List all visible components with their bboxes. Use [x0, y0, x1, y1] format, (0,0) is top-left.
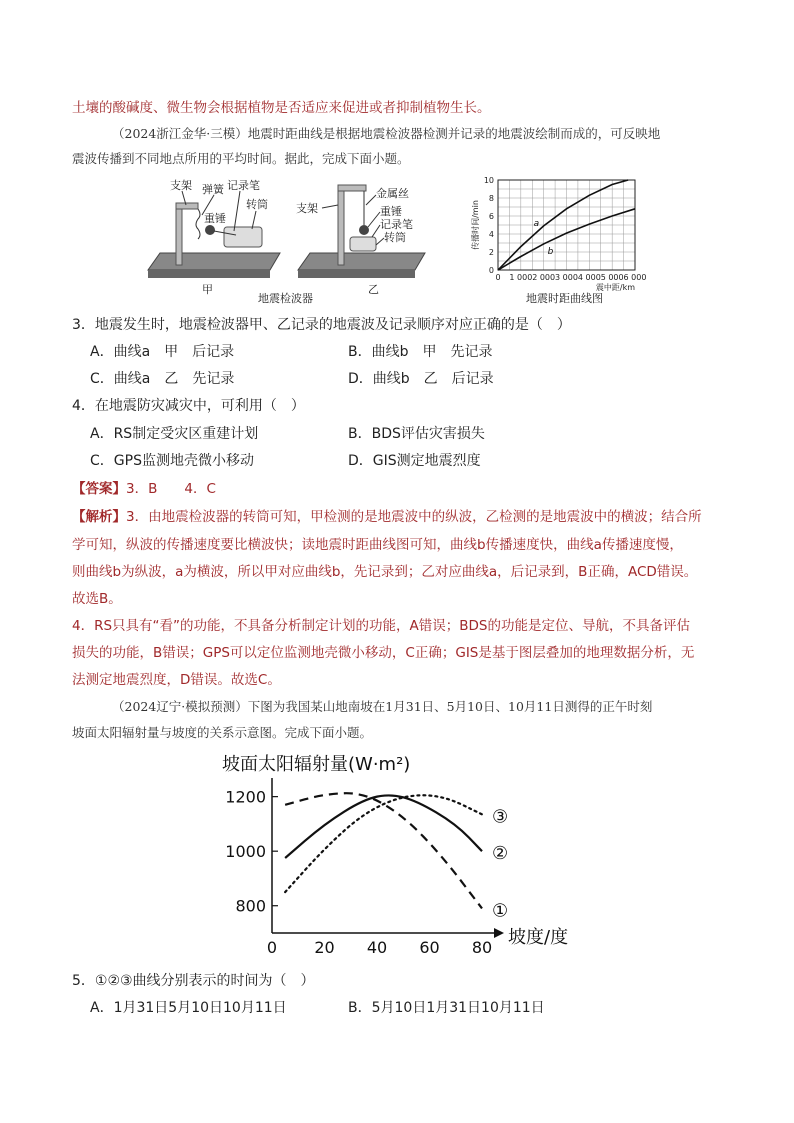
q4-option-a[interactable]: A．RS制定受灾区重建计划: [90, 426, 259, 442]
chart-title: 坡面太阳辐射量(W·m²): [222, 754, 411, 775]
label-tanhuang: 弹簧: [202, 183, 224, 196]
analysis-text-6: 损失的功能，B错误；GPS可以定位监测地壳微小移动，C正确；GIS是基于图层叠加的地理数据分析，无: [72, 645, 695, 661]
q5-option-b[interactable]: B．5月10日1月31日10月11日: [348, 1000, 545, 1016]
answer-line: [72, 480, 216, 498]
x-tick-label: 1 000: [509, 273, 533, 282]
x-tick-label: 6 000: [623, 273, 647, 282]
analysis-text-7: 法测定地震烈度，D错误。故选C。: [72, 672, 281, 688]
x-tick-label: 20: [314, 938, 335, 957]
intro2-line2: 坡面太阳辐射量与坡度的关系示意图。完成下面小题。: [72, 725, 373, 740]
x-axis-label: 坡度/度: [508, 927, 569, 948]
curve-label-3: ③: [492, 806, 509, 828]
label-jilubi2: 记录笔: [380, 218, 413, 231]
analysis-text-5: 4．RS只具有“看”的功能，不具备分析制定计划的功能，A错误；BDS的功能是定位、导航，不具备评估: [72, 618, 690, 634]
q4-stem: 4．在地震防灾减灾中，可利用（ ）: [72, 398, 305, 414]
q3-option-b[interactable]: B．曲线b 甲 先记录: [348, 344, 493, 360]
q3-option-c[interactable]: C．曲线a 乙 先记录: [90, 371, 235, 387]
x-tick-label: 60: [419, 938, 440, 957]
analysis-text-4: 故选B。: [72, 591, 122, 607]
radiation-slope-chart: [222, 748, 582, 963]
y-tick-label: 0: [488, 266, 494, 275]
x-tick-label: 4 000: [577, 273, 601, 282]
intro1-line2: 震波传播到不同地点所用的平均时间。据此，完成下面小题。: [72, 151, 410, 166]
label-yi: 乙: [368, 283, 379, 296]
x-tick-label: 40: [366, 938, 388, 957]
analysis-text-3: 则曲线b为纵波，a为横波，所以甲对应曲线b，先记录到；乙对应曲线a，后记录到，B正确，ACD错误。: [72, 564, 698, 580]
curve-label-a: a: [533, 218, 540, 229]
q5-stem: 5．①②③曲线分别表示的时间为（ ）: [72, 973, 315, 989]
x-tick-label: 2 000: [532, 273, 556, 282]
x-tick-label: 0: [266, 938, 278, 957]
q3-option-a[interactable]: A．曲线a 甲 后记录: [90, 344, 235, 360]
intro2-line1: （2024辽宁·模拟预测）下图为我国某山地南坡在1月31日、5月10日、10月11日测得的正午时刻: [112, 699, 653, 714]
y-tick-label: 1200: [225, 787, 266, 807]
curve-1: [285, 793, 482, 908]
answer-text: 3．B 4．C: [126, 481, 216, 497]
label-zhongchui2: 重锤: [380, 205, 402, 218]
curve-label-1: ①: [492, 900, 509, 922]
y-tick-label: 2: [488, 248, 494, 257]
curve-label-b: b: [547, 246, 554, 257]
x-tick-label: 0: [495, 273, 501, 282]
analysis-text-1: 3．由地震检波器的转筒可知，甲检测的是地震波中的纵波，乙检测的是地震波中的横波；结合所: [126, 509, 702, 525]
label-zhijia1: 支架: [170, 179, 192, 192]
y-tick-label: 800: [235, 896, 266, 916]
q3-stem: 3．地震发生时，地震检波器甲、乙记录的地震波及记录顺序对应正确的是（ ）: [72, 317, 571, 333]
x-tick-label: 3 000: [555, 273, 578, 282]
label-zhuantong2: 转筒: [384, 231, 406, 244]
q4-option-c[interactable]: C．GPS监测地壳微小移动: [90, 453, 254, 469]
y-tick-label: 4: [488, 230, 494, 239]
seismograph-figure: [140, 175, 450, 305]
y-tick-label: 1000: [225, 842, 266, 862]
label-zhongchui1: 重锤: [204, 212, 226, 225]
q4-option-d[interactable]: D．GIS测定地震烈度: [348, 453, 481, 469]
q5-option-a[interactable]: A．1月31日5月10日10月11日: [90, 1000, 287, 1016]
curve-3: [285, 795, 482, 892]
x-axis-arrow: [494, 928, 504, 938]
label-zhuantong1: 转筒: [246, 198, 268, 211]
y-axis-label: 传播时间/min: [471, 200, 480, 250]
q3-option-d[interactable]: D．曲线b 乙 后记录: [348, 371, 494, 387]
analysis-line1: [72, 508, 702, 526]
label-jilubi1: 记录笔: [227, 179, 260, 192]
label-jia: 甲: [202, 283, 213, 296]
q4-option-b[interactable]: B．BDS评估灾害损失: [348, 426, 485, 442]
intro1-line1: （2024浙江金华·三模）地震时距曲线是根据地震检波器检测并记录的地震波绘制而成的，可反映地: [112, 126, 661, 141]
label-zhijia2: 支架: [296, 202, 318, 215]
label-jinshusi: 金属丝: [376, 187, 409, 200]
caption-time-distance: 地震时距曲线图: [526, 292, 603, 305]
x-tick-label: 5 000: [600, 273, 624, 282]
caption-seismograph: 地震检波器: [258, 292, 313, 305]
analysis-text-2: 学可知，纵波的传播速度要比横波快；读地震时距曲线图可知，曲线b传播速度快，曲线a传播速度慢，: [72, 537, 683, 553]
time-distance-chart: [470, 172, 655, 302]
curve-label-2: ②: [492, 843, 509, 865]
x-tick-label: 80: [471, 938, 493, 957]
y-tick-label: 10: [483, 176, 494, 185]
answer-label: 【答案】: [72, 481, 126, 497]
x-axis-label: 震中距/km: [595, 283, 635, 292]
top-line: 土壤的酸碱度、微生物会根据植物是否适应来促进或者抑制植物生长。: [72, 100, 491, 116]
y-tick-label: 6: [488, 212, 494, 221]
y-tick-label: 8: [488, 194, 494, 203]
analysis-label: 【解析】: [72, 509, 126, 525]
